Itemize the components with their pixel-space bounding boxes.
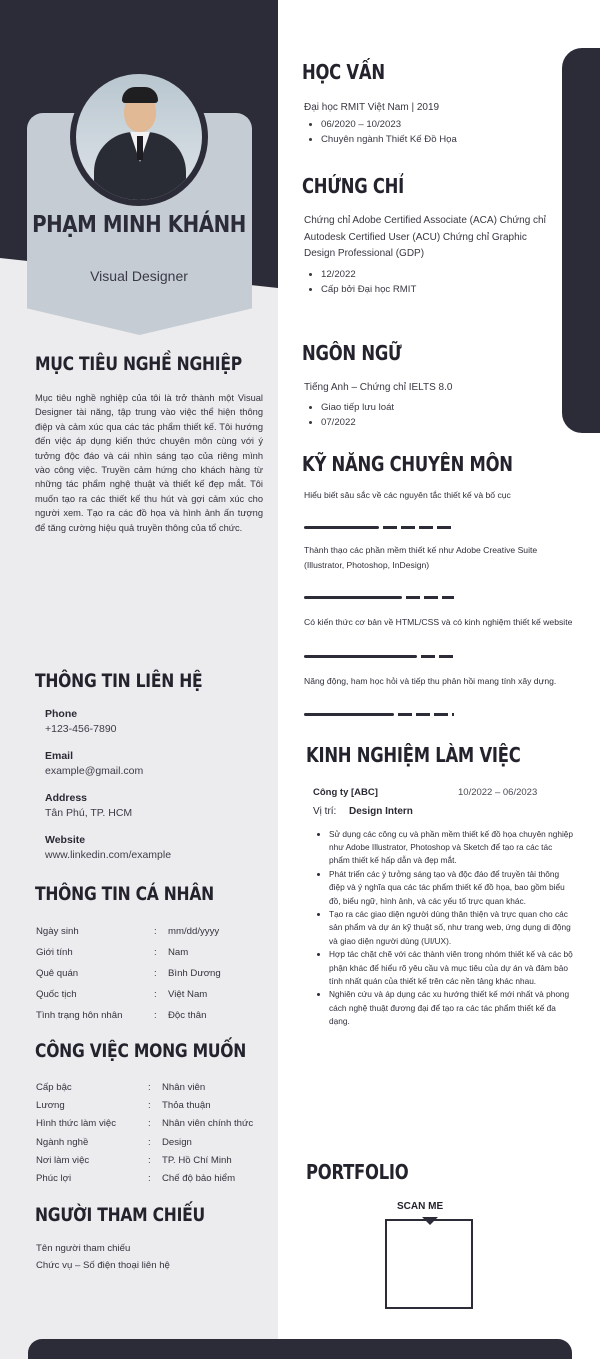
skill-level-track <box>383 526 454 529</box>
person-name: PHẠM MINH KHÁNH <box>32 212 246 238</box>
skill-level-bar <box>304 655 417 658</box>
bottom-decoration <box>28 1339 572 1359</box>
qr-code-frame[interactable] <box>385 1219 473 1309</box>
list-item: Cấp bậc : Nhân viên <box>36 1081 206 1093</box>
skill-level-track <box>406 596 454 599</box>
list-item: Ngày sinh : mm/dd/yyyy <box>36 926 220 937</box>
education-school: Đại học RMIT Việt Nam | 2019 <box>304 102 440 113</box>
skill-text: Năng động, ham học hỏi và tiếp thu phản hồi mang tính xây dựng. <box>304 676 557 686</box>
desired-job-list <box>36 1078 276 1188</box>
skill-text: Hiểu biết sâu sắc về các nguyên tắc thiết kế và bố cục <box>304 490 511 500</box>
list-item: • 07/2022 <box>321 415 576 431</box>
list-item: • Sử dụng các công cụ và phần mềm thiết kế đồ họa chuyên nghiệp như Adobe Illustrator, Photoshop và Sketch để tạo ra các tác phẩm thiết kế hấp dẫn và đẹp mắt. <box>329 828 575 868</box>
reference-name: Tên người tham chiếu <box>36 1243 131 1254</box>
skill-level-bar <box>304 526 379 529</box>
personal-heading: THÔNG TIN CÁ NHÂN <box>35 883 214 905</box>
certificate-section <box>304 213 554 298</box>
certificate-heading: CHỨNG CHỈ <box>302 174 405 198</box>
contact-heading: THÔNG TIN LIÊN HỆ <box>35 670 203 692</box>
contact-list <box>45 708 265 876</box>
person-role: Visual Designer <box>90 268 188 284</box>
phone-value: +123-456-7890 <box>45 723 117 735</box>
job-date: 10/2022 – 06/2023 <box>458 787 538 798</box>
objective-text: Mục tiêu nghề nghiệp của tôi là trở thành một Visual Designer tài năng, tập trung vào việc thể hiện thông điệp và cảm xúc qua các tác phẩm thiết kế. Tôi hướng đến việc áp dụng kiến thức chuyên môn cùng với ý tưởng độc đáo và cái nhìn sáng tạo của riêng mình vào công việc. Truyền cảm hứng cho khách hàng từ những tác phẩm nghệ thuật và thiết kế đẹp mắt. Tôi muốn tạo ra các thiết kế thu hút và gợi cảm xúc cho người xem. Tạo ra các đồ họa và hình ảnh ấn tượng để tăng cường hiệu quả truyền thông của tổ chức. <box>35 393 263 533</box>
list-item: Hình thức làm việc : Nhân viên chính thức <box>36 1118 254 1130</box>
certificate-text: Chứng chỉ Adobe Certified Associate (ACA) Chứng chỉ Autodesk Certified User (ACU) Chứng chỉ Graphic Design Professional (GDP) <box>304 215 546 259</box>
list-item: Lương : Thỏa thuận <box>36 1099 211 1111</box>
list-item: • 12/2022 <box>321 267 554 283</box>
list-item: Tình trạng hôn nhân : Độc thân <box>36 1010 207 1021</box>
job-position-label: Vị trí: <box>313 806 337 817</box>
website-link[interactable]: www.linkedin.com/example <box>45 849 172 861</box>
skill-text: Thành thạo các phần mềm thiết kế như Adobe Creative Suite (Illustrator, Photoshop, InDesign) <box>304 545 538 570</box>
list-item: Ngành nghề : Design <box>36 1136 192 1148</box>
language-text: Tiếng Anh – Chứng chỉ IELTS 8.0 <box>304 382 453 393</box>
portfolio-heading: PORTFOLIO <box>306 1160 409 1184</box>
avatar <box>76 74 202 200</box>
job-duties <box>313 828 575 1029</box>
address-value: Tân Phú, TP. HCM <box>45 807 133 819</box>
education-heading: HỌC VẤN <box>302 60 385 84</box>
skills-heading: KỸ NĂNG CHUYÊN MÔN <box>302 452 513 476</box>
list-item: • Chuyên ngành Thiết Kế Đồ Họa <box>321 132 576 148</box>
list-item: Phúc lợi : Chế độ bảo hiểm <box>36 1173 236 1185</box>
list-item: • 06/2020 – 10/2023 <box>321 117 576 133</box>
language-section <box>304 380 576 431</box>
objective-heading: MỤC TIÊU NGHỀ NGHIỆP <box>35 353 242 375</box>
reference-heading: NGƯỜI THAM CHIẾU <box>35 1204 205 1226</box>
list-item: • Tạo ra các giao diện người dùng thân thiện và trực quan cho các sản phẩm và dự án kỹ thuật số, như trang web, ứng dụng di động và giao diện người dùng (UI/UX). <box>329 908 575 948</box>
reference-info <box>36 1240 170 1274</box>
job-company: Công ty [ABC] <box>313 787 378 798</box>
experience-heading: KINH NGHIỆM LÀM VIỆC <box>306 743 521 767</box>
list-item: • Hợp tác chặt chẽ với các thành viên trong nhóm thiết kế và các bộ phận khác để hiểu rõ yêu cầu và mục tiêu của dự án và đảm bảo tính nhất quán của thiết kế trên các nền tảng khác nhau. <box>329 948 575 988</box>
education-section <box>304 100 576 148</box>
skill-level-track <box>398 713 454 716</box>
desired-job-heading: CÔNG VIỆC MONG MUỐN <box>35 1040 247 1062</box>
job-position: Design Intern <box>349 806 413 817</box>
contact-label: Phone <box>45 708 78 720</box>
contact-label: Website <box>45 834 86 846</box>
skill-level-bar <box>304 596 402 599</box>
list-item: • Nghiên cứu và áp dụng các xu hướng thiết kế mới nhất và phong cách nghệ thuật đương đại để tạo ra các tác phẩm thiết kế đa dạng. <box>329 988 575 1028</box>
list-item: Giới tính : Nam <box>36 947 189 958</box>
personal-info-list <box>36 921 276 1026</box>
arrow-down-icon <box>422 1217 438 1225</box>
language-heading: NGÔN NGỮ <box>302 341 402 365</box>
email-value[interactable]: example@gmail.com <box>45 765 144 777</box>
skill-level-bar <box>304 713 394 716</box>
list-item: • Cấp bởi Đại học RMIT <box>321 282 554 298</box>
skill-level-track <box>421 655 454 658</box>
list-item: Nơi làm việc : TP. Hồ Chí Minh <box>36 1154 232 1166</box>
reference-contact: Chức vụ – Số điện thoại liên hệ <box>36 1260 170 1271</box>
list-item: • Phát triển các ý tưởng sáng tạo và độc đáo để truyền tải thông điệp và ý nghĩa qua các tác phẩm thiết kế đồ họa, bao gồm biểu đồ, biểu ngữ, hình ảnh, và các yếu tố trực quan khác. <box>329 868 575 908</box>
skill-text: Có kiến thức cơ bản về HTML/CSS và có kinh nghiệm thiết kế website <box>304 617 573 627</box>
list-item: Quốc tịch : Việt Nam <box>36 989 208 1000</box>
contact-label: Address <box>45 792 88 804</box>
scan-me-label: SCAN ME <box>397 1201 444 1212</box>
contact-label: Email <box>45 750 74 762</box>
list-item: • Giao tiếp lưu loát <box>321 400 576 416</box>
list-item: Quê quán : Bình Dương <box>36 968 221 979</box>
